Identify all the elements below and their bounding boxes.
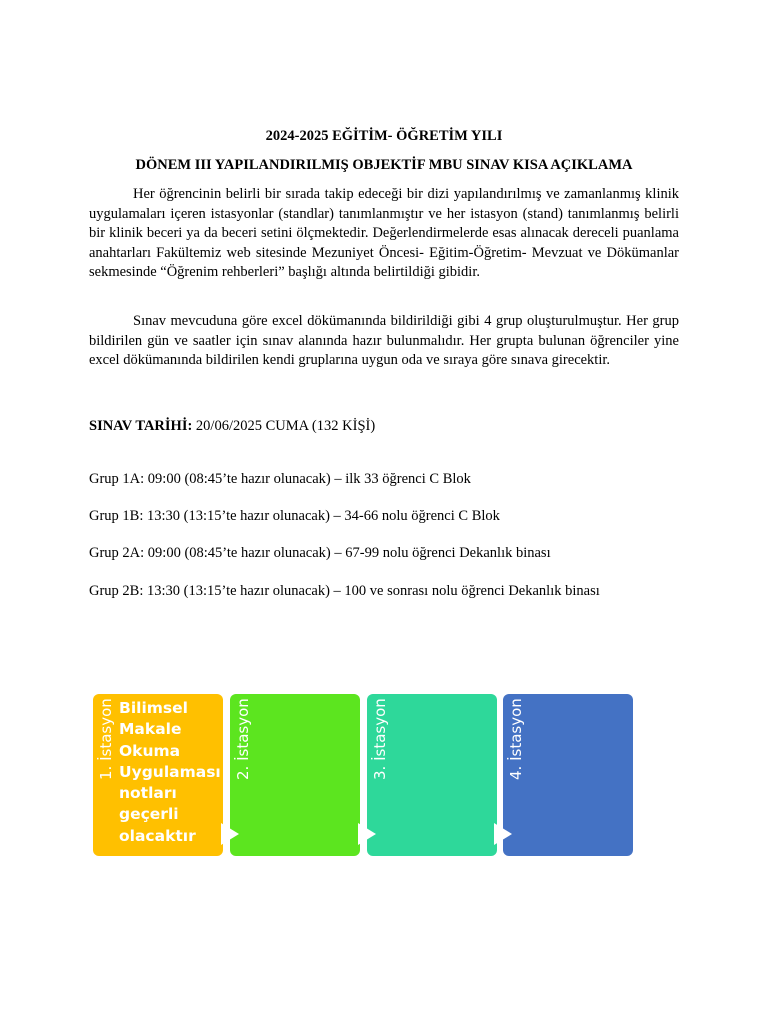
paragraph-intro: Her öğrencinin belirli bir sırada takip edeceği bir dizi yapılandırılmış ve zamanlanmış klinik uygulamaları içeren istasyonlar (standlar) tanımlanmıştır ve her istasyon (stand) tanımlanmış belirli bir klinik beceri ya da beceri setini ölçmektedir. Değerlendirmelerde esas alınacak dereceli puanlama anahtarları Fakültemiz web sitesinde Mezuniyet Öncesi- Eğitim-Öğretim- Mevzuat ve Dökümanlar sekmesinde “Öğrenim rehberleri” başlığı altında belirtildiği gibidir. [89,186,679,280]
station-box-3 [367,694,497,856]
arrow-right-icon [493,822,513,846]
arrow-right-icon [357,822,377,846]
station-box-4 [503,694,633,856]
station-label-1: 1. İstasyon [97,698,115,780]
station-box-1 [93,694,223,856]
station-label-4: 4. İstasyon [507,698,525,780]
group-line-1a: Grup 1A: 09:00 (08:45’te hazır olunacak) – ilk 33 öğrenci C Blok [89,471,471,487]
station-label-3: 3. İstasyon [371,698,389,780]
exam-date-label: SINAV TARİHİ: [89,418,193,434]
document-subtitle: DÖNEM III YAPILANDIRILMIŞ OBJEKTİF MBU SINAV KISA AÇIKLAMA [135,157,633,173]
arrow-right-icon [220,822,240,846]
group-line-2b: Grup 2B: 13:30 (13:15’te hazır olunacak) – 100 ve sonrası nolu öğrenci Dekanlık binası [89,583,600,599]
group-line-2a: Grup 2A: 09:00 (08:45’te hazır olunacak) – 67-99 nolu öğrenci Dekanlık binası [89,545,551,561]
station-label-2: 2. İstasyon [234,698,252,780]
station-note-1: Bilimsel Makale Okuma Uygulaması notları geçerli olacaktır [119,699,221,845]
group-line-1b: Grup 1B: 13:30 (13:15’te hazır olunacak) – 34-66 nolu öğrenci C Blok [89,508,500,524]
paragraph-groups: Sınav mevcuduna göre excel dökümanında bildirildiği gibi 4 grup oluşturulmuştur. Her grup bildirilen gün ve saatler için sınav alanında hazır bulunmalıdır. Her grupta bulunan öğrenciler yine excel dökümanında bildirilen kendi gruplarına uygun oda ve sıraya göre sınava girecektir. [89,313,679,368]
exam-date-value: 20/06/2025 CUMA (132 KİŞİ) [192,418,376,434]
exam-date [89,417,375,435]
document-title: 2024-2025 EĞİTİM- ÖĞRETİM YILI [265,128,503,144]
station-box-2 [230,694,360,856]
station-process-diagram [92,694,636,858]
